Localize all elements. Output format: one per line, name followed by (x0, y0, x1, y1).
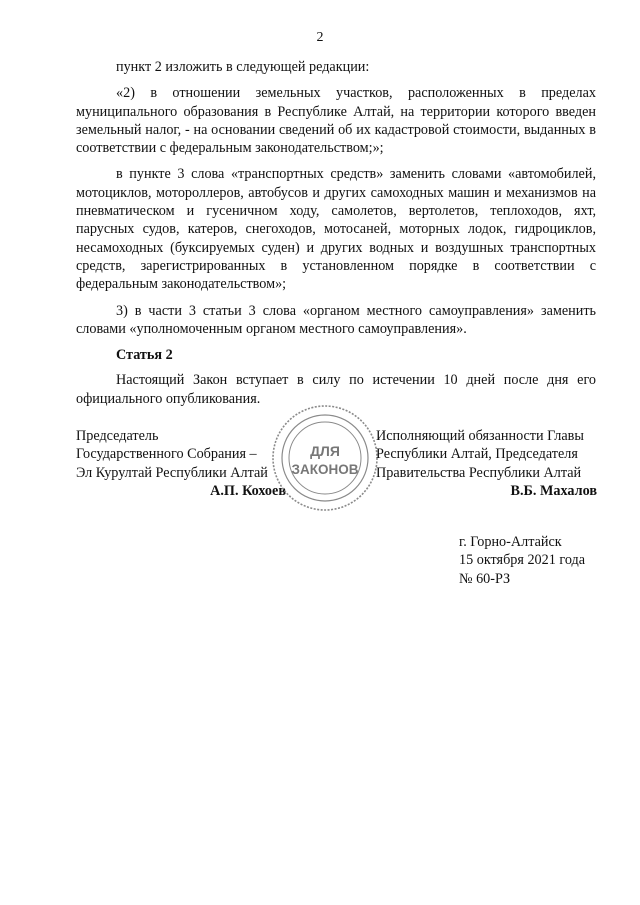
page-number: 2 (316, 30, 324, 45)
issue-number: № 60-РЗ (459, 570, 511, 587)
paragraph-item-3: в пункте 3 слова «транспортных средств» заменить словами «автомобилей, мотоциклов, мотороллеров, автобусов и других самоходных машин и механизмов на пневматическом и гусеничном ходу, самолетов, вертолетов, теплоходов, яхт, парусных судов, катеров, снегоходов, мотосаней, моторных лодок, гидроциклов, несамоходных (буксируемых суден) и других водных и воздушных транспортных средств, зарегистрированных в установленном порядке в соответствии с федеральным законодательством»; (76, 166, 596, 293)
issue-date: 15 октября 2021 года (459, 552, 586, 569)
stamp-text-line1: ДЛЯ (310, 443, 340, 459)
signer-left (76, 427, 286, 500)
document-body (76, 58, 596, 408)
signer-left-name: А.П. Кохоев (210, 482, 286, 499)
paragraph-part-3: 3) в части 3 статьи 3 слова «органом местного самоуправления» заменить словами «уполномоченным органом местного самоуправления». (76, 302, 596, 337)
paragraph-entry-into-force: Настоящий Закон вступает в силу по истечении 10 дней после дня его официального опубликования. (76, 372, 596, 407)
signer-left-line: Председатель (76, 428, 159, 444)
signer-left-line: Государственного Собрания – (76, 446, 257, 463)
signer-right-line: Правительства Республики Алтай (376, 464, 582, 481)
stamp-icon (270, 403, 380, 513)
stamp-text-line2: ЗАКОНОВ (291, 462, 359, 477)
signer-right-name: В.Б. Махалов (510, 482, 597, 499)
signer-left-line: Эл Курултай Республики Алтай (76, 464, 268, 481)
signer-right (376, 427, 597, 500)
issue-info (459, 533, 585, 588)
paragraph-item-2: «2) в отношении земельных участков, расположенных в пределах муниципального образования в Республике Алтай, на территории которого введен земельный налог, - на основании сведений об их кадастровой стоимости, выданных в соответствии с федеральным законодательством;»; (76, 85, 596, 157)
article-heading: Статья 2 (116, 347, 173, 364)
signer-right-line: Исполняющий обязанности Главы (376, 428, 584, 444)
issue-city: г. Горно-Алтайск (459, 534, 562, 550)
paragraph-intro: пункт 2 изложить в следующей редакции: (116, 59, 370, 75)
signer-right-line: Республики Алтай, Председателя (376, 446, 578, 463)
